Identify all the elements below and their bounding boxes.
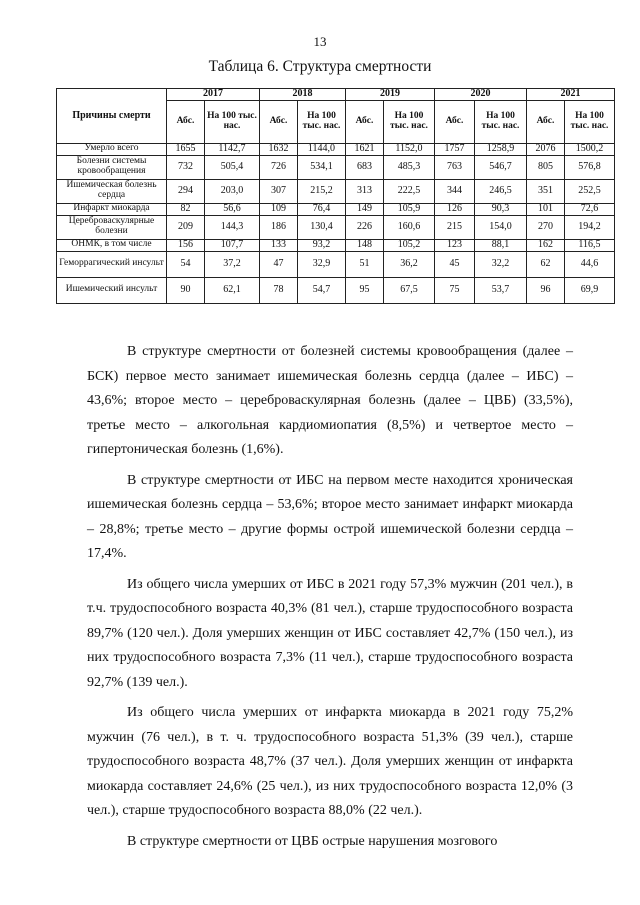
per100-value-cell: 546,7 [475, 155, 527, 179]
per100-value-cell: 93,2 [298, 239, 346, 251]
abs-value-cell: 186 [260, 215, 298, 239]
abs-value-cell: 126 [435, 203, 475, 215]
per100-value-cell: 222,5 [384, 179, 435, 203]
abs-value-cell: 101 [527, 203, 565, 215]
table-row [57, 277, 615, 303]
per100-value-cell: 116,5 [565, 239, 615, 251]
abs-value-cell: 109 [260, 203, 298, 215]
per100-value-cell: 76,4 [298, 203, 346, 215]
per100-value-cell: 72,6 [565, 203, 615, 215]
per100-value-cell: 69,9 [565, 277, 615, 303]
abs-value-cell: 75 [435, 277, 475, 303]
abs-value-cell: 726 [260, 155, 298, 179]
per100-value-cell: 154,0 [475, 215, 527, 239]
cause-cell: Болезни системы кровообращения [57, 155, 167, 179]
per100-value-cell: 1152,0 [384, 144, 435, 156]
abs-value-cell: 45 [435, 251, 475, 277]
per100-header: На 100 тыс. нас. [205, 101, 260, 144]
abs-header: Абс. [167, 101, 205, 144]
paragraph: В структуре смертности от ЦВБ острые нарушения мозгового [127, 833, 498, 849]
cause-cell: Инфаркт миокарда [57, 203, 167, 215]
abs-header: Абс. [260, 101, 298, 144]
per100-value-cell: 203,0 [205, 179, 260, 203]
abs-value-cell: 148 [346, 239, 384, 251]
per100-header: На 100 тыс. нас. [475, 101, 527, 144]
table-row [57, 239, 615, 251]
abs-value-cell: 1621 [346, 144, 384, 156]
per100-value-cell: 160,6 [384, 215, 435, 239]
per100-value-cell: 576,8 [565, 155, 615, 179]
per100-header: На 100 тыс. нас. [384, 101, 435, 144]
abs-value-cell: 123 [435, 239, 475, 251]
cause-cell: Ишемический инсульт [57, 277, 167, 303]
abs-value-cell: 54 [167, 251, 205, 277]
per100-value-cell: 215,2 [298, 179, 346, 203]
abs-value-cell: 732 [167, 155, 205, 179]
year-header-2017: 2017 [167, 89, 260, 101]
per100-value-cell: 67,5 [384, 277, 435, 303]
per100-value-cell: 107,7 [205, 239, 260, 251]
per100-value-cell: 37,2 [205, 251, 260, 277]
per100-value-cell: 194,2 [565, 215, 615, 239]
per100-value-cell: 1142,7 [205, 144, 260, 156]
per100-value-cell: 32,2 [475, 251, 527, 277]
table-row [57, 215, 615, 239]
year-header-2018: 2018 [260, 89, 346, 101]
abs-value-cell: 51 [346, 251, 384, 277]
cause-cell: Умерло всего [57, 144, 167, 156]
per100-header: На 100 тыс. нас. [298, 101, 346, 144]
mortality-structure-table [56, 88, 615, 304]
per100-value-cell: 144,3 [205, 215, 260, 239]
table-row [57, 251, 615, 277]
abs-header: Абс. [527, 101, 565, 144]
table-row [57, 179, 615, 203]
abs-value-cell: 763 [435, 155, 475, 179]
abs-value-cell: 82 [167, 203, 205, 215]
paragraph: Из общего числа умерших от ИБС в 2021 году 57,3% мужчин (201 чел.), в т.ч. трудоспособного возраста 40,3% (81 чел.), старше трудоспособного возраста 89,7% (120 чел.). Доля умерших женщин от ИБС составляет 42,7% (150 чел.), из них трудоспособного возраста 7,3% (11 чел.), старше трудоспособного возраста 92,7% (139 чел.). [87, 576, 573, 690]
cause-cell: ОНМК, в том числе [57, 239, 167, 251]
paragraph: В структуре смертности от ИБС на первом месте находится хроническая ишемическая болезнь сердца – 53,6%; второе место занимает инфаркт миокарда – 28,8%; третье место – другие формы острой ишемической болезни сердца – 17,4%. [87, 472, 573, 561]
per100-value-cell: 1500,2 [565, 144, 615, 156]
per100-value-cell: 1258,9 [475, 144, 527, 156]
abs-value-cell: 805 [527, 155, 565, 179]
per100-value-cell: 36,2 [384, 251, 435, 277]
per100-value-cell: 130,4 [298, 215, 346, 239]
abs-value-cell: 96 [527, 277, 565, 303]
per100-value-cell: 88,1 [475, 239, 527, 251]
abs-value-cell: 149 [346, 203, 384, 215]
page-number: 13 [313, 34, 327, 49]
table-row [57, 203, 615, 215]
abs-value-cell: 226 [346, 215, 384, 239]
per100-value-cell: 505,4 [205, 155, 260, 179]
year-header-2020: 2020 [435, 89, 527, 101]
abs-value-cell: 162 [527, 239, 565, 251]
table-row [57, 155, 615, 179]
cause-cell: Геморрагический инсульт [57, 251, 167, 277]
cause-column-header: Причины смерти [57, 89, 167, 144]
abs-value-cell: 307 [260, 179, 298, 203]
per100-value-cell: 1144,0 [298, 144, 346, 156]
per100-value-cell: 246,5 [475, 179, 527, 203]
abs-value-cell: 90 [167, 277, 205, 303]
abs-value-cell: 209 [167, 215, 205, 239]
abs-value-cell: 1632 [260, 144, 298, 156]
per100-value-cell: 62,1 [205, 277, 260, 303]
abs-value-cell: 215 [435, 215, 475, 239]
per100-value-cell: 56,6 [205, 203, 260, 215]
abs-value-cell: 78 [260, 277, 298, 303]
per100-value-cell: 105,9 [384, 203, 435, 215]
cause-cell: Цереброваскулярные болезни [57, 215, 167, 239]
table-row [57, 144, 615, 156]
abs-value-cell: 2076 [527, 144, 565, 156]
per100-value-cell: 53,7 [475, 277, 527, 303]
year-header-2021: 2021 [527, 89, 615, 101]
abs-value-cell: 156 [167, 239, 205, 251]
per100-value-cell: 90,3 [475, 203, 527, 215]
table-body [57, 144, 615, 304]
body-text [87, 340, 573, 860]
abs-value-cell: 62 [527, 251, 565, 277]
abs-value-cell: 294 [167, 179, 205, 203]
abs-value-cell: 1757 [435, 144, 475, 156]
per100-header: На 100 тыс. нас. [565, 101, 615, 144]
per100-value-cell: 54,7 [298, 277, 346, 303]
abs-header: Абс. [346, 101, 384, 144]
paragraph: Из общего числа умерших от инфаркта миокарда в 2021 году 75,2% мужчин (76 чел.), в т. ч. трудоспособного возраста 51,3% (39 чел.), старше трудоспособного возраста 48,7% (37 чел.). Доля умерших женщин от инфаркта миокарда составляет 24,6% (25 чел.), из них трудоспособного возраста 12,0% (3 чел.), старше трудоспособного возраста 88,0% (22 чел.). [87, 705, 573, 818]
abs-header: Абс. [435, 101, 475, 144]
year-header-2019: 2019 [346, 89, 435, 101]
per100-value-cell: 534,1 [298, 155, 346, 179]
cause-cell: Ишемическая болезнь сердца [57, 179, 167, 203]
abs-value-cell: 133 [260, 239, 298, 251]
abs-value-cell: 270 [527, 215, 565, 239]
abs-value-cell: 95 [346, 277, 384, 303]
abs-value-cell: 1655 [167, 144, 205, 156]
paragraph: В структуре смертности от болезней системы кровообращения (далее – БСК) первое место занимает ишемическая болезнь сердца (далее – ИБС) – 43,6%; второе место – цереброваскулярная болезнь (далее – ЦВБ) (33,5%), третье место – алкогольная кардиомиопатия (8,5%) и четвертое место – гипертоническая болезнь (1,6%). [87, 344, 573, 457]
per100-value-cell: 32,9 [298, 251, 346, 277]
table-title: Таблица 6. Структура смертности [208, 58, 432, 75]
abs-value-cell: 47 [260, 251, 298, 277]
abs-value-cell: 683 [346, 155, 384, 179]
abs-value-cell: 351 [527, 179, 565, 203]
abs-value-cell: 313 [346, 179, 384, 203]
per100-value-cell: 105,2 [384, 239, 435, 251]
per100-value-cell: 44,6 [565, 251, 615, 277]
per100-value-cell: 485,3 [384, 155, 435, 179]
abs-value-cell: 344 [435, 179, 475, 203]
per100-value-cell: 252,5 [565, 179, 615, 203]
